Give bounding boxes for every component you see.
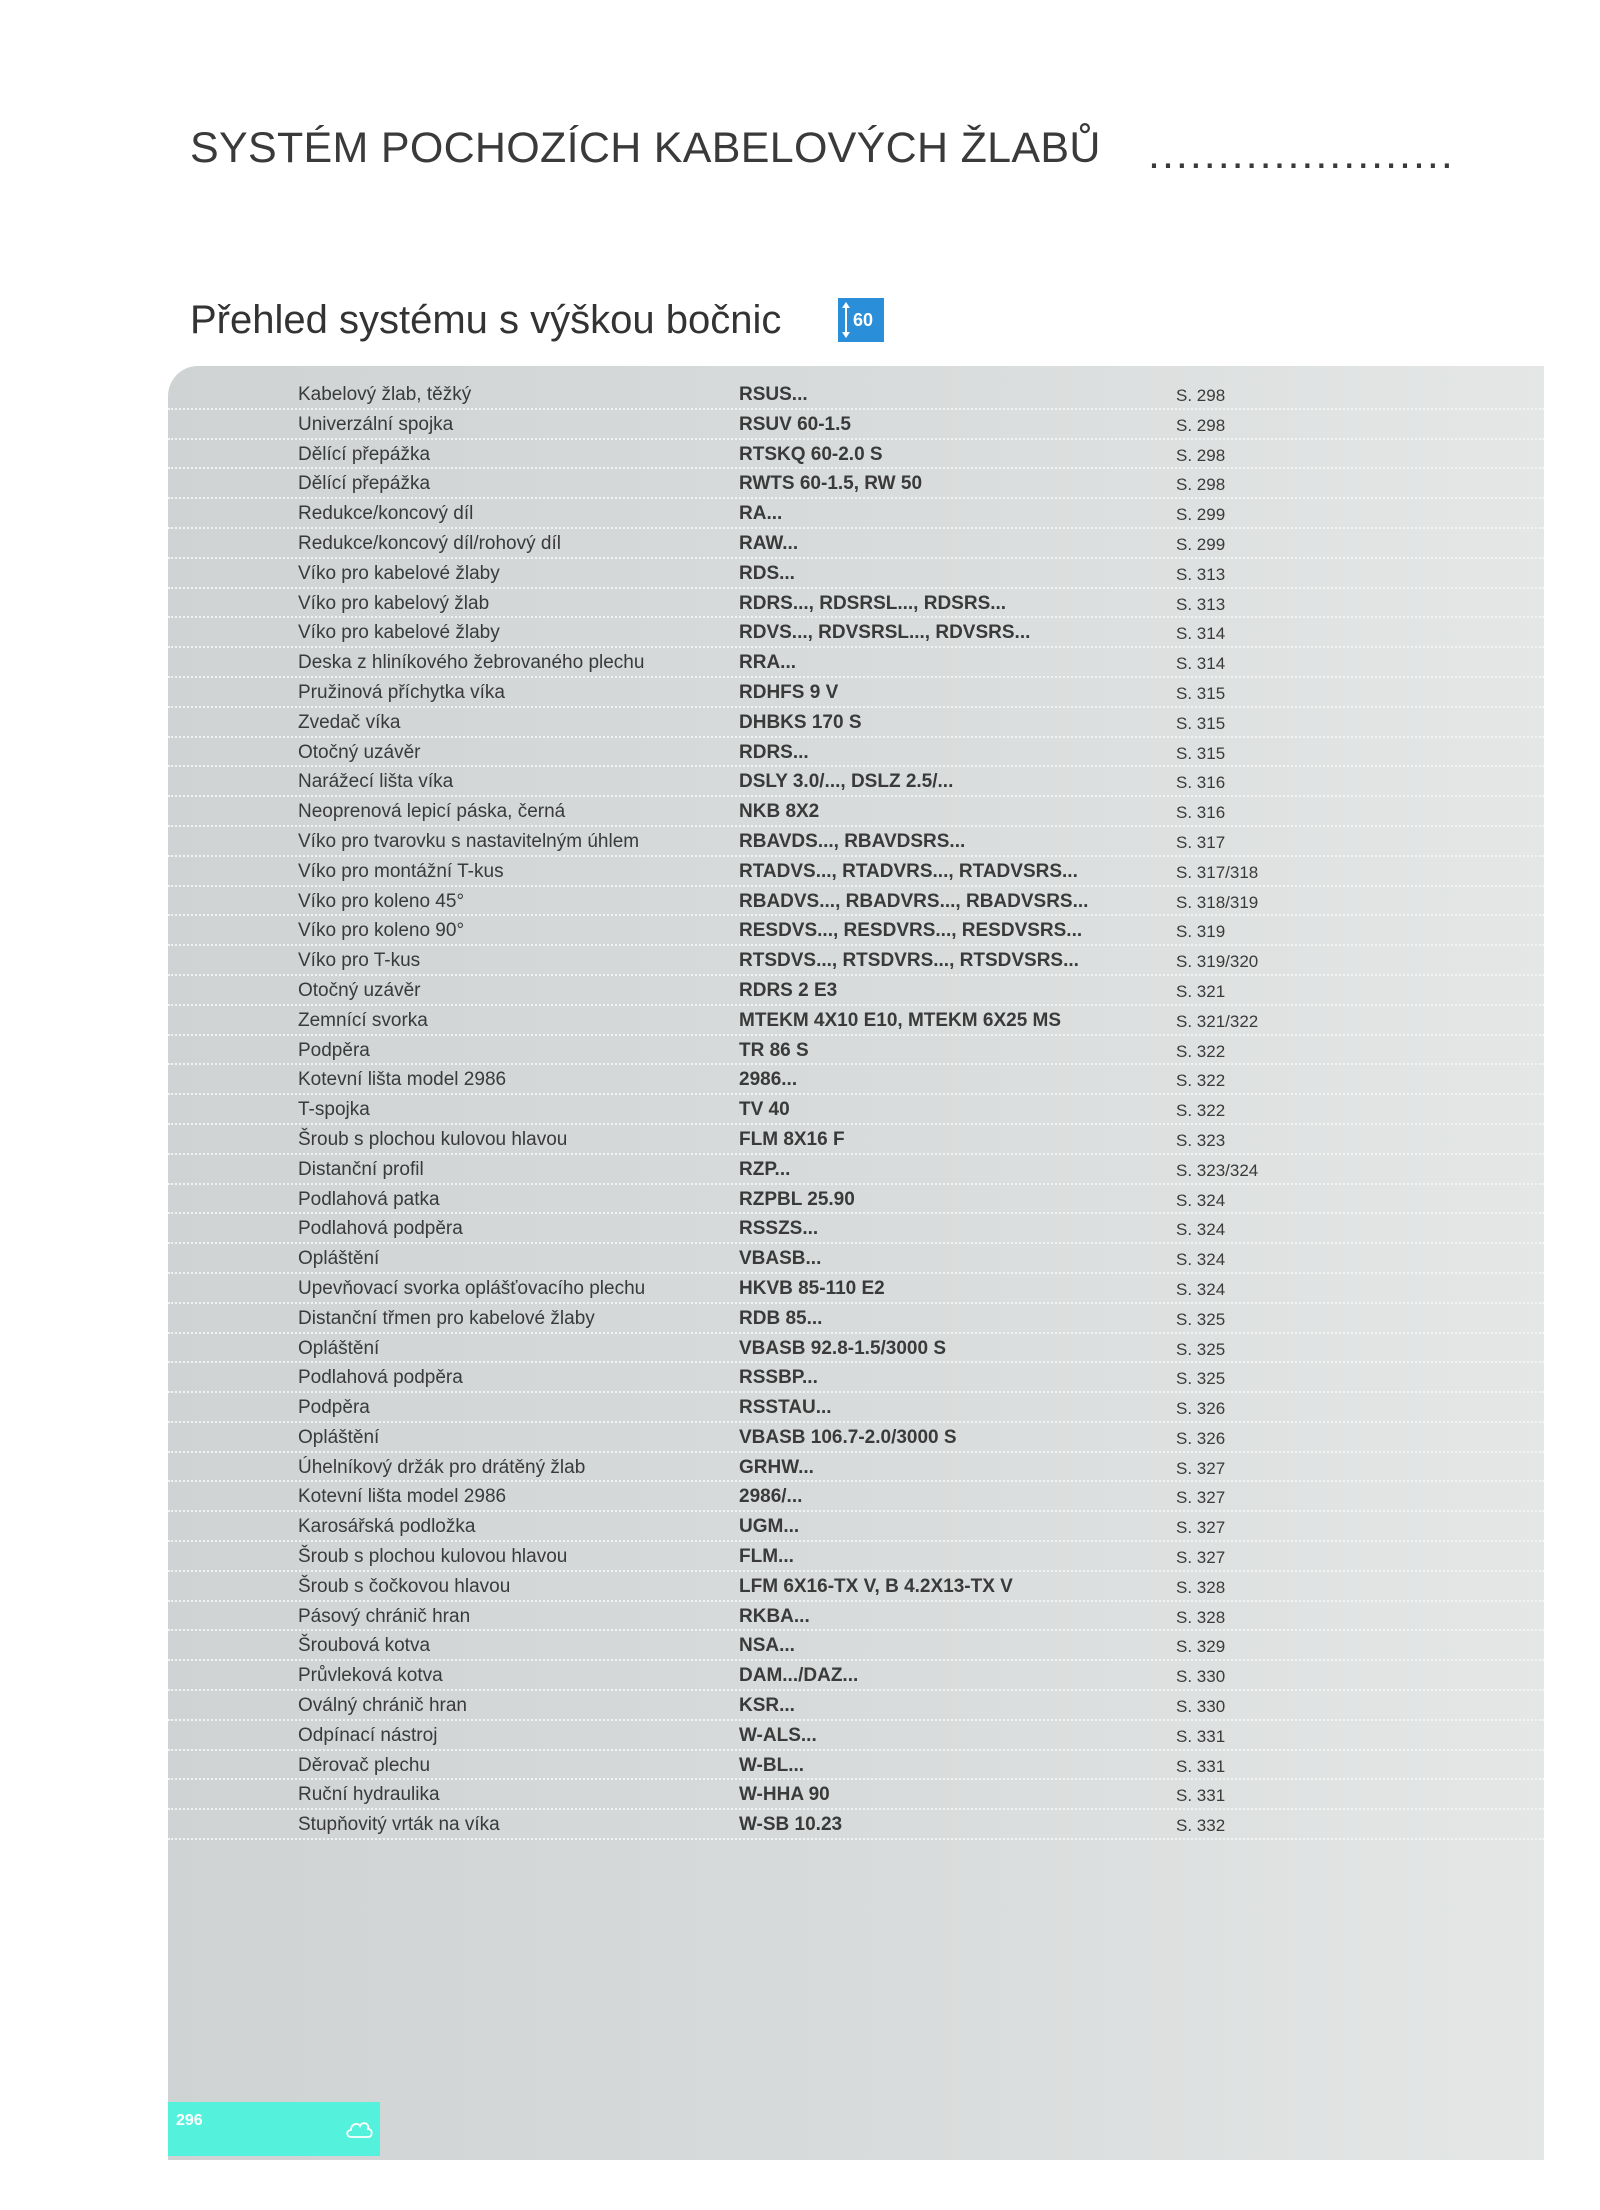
item-name: Víko pro tvarovku s nastavitelným úhlem	[298, 830, 640, 852]
item-name: Víko pro koleno 90°	[298, 920, 465, 942]
item-name: Karosářská podložka	[298, 1516, 476, 1538]
item-code: RZPBL 25.90	[739, 1188, 855, 1210]
item-page-ref: S. 315	[1176, 683, 1226, 703]
item-page-ref: S. 298	[1176, 415, 1226, 435]
item-page-ref: S. 324	[1176, 1190, 1226, 1210]
item-code: 2986...	[739, 1069, 798, 1091]
item-page-ref: S. 299	[1176, 505, 1226, 525]
item-name: Víko pro T-kus	[298, 950, 421, 972]
list-item	[168, 1244, 1544, 1274]
item-code: RKBA...	[739, 1605, 810, 1627]
item-code: RSSZS...	[739, 1218, 819, 1240]
item-name: Kabelový žlab, těžký	[298, 384, 472, 405]
item-code: RSSTAU...	[739, 1397, 832, 1419]
list-item	[168, 1065, 1544, 1095]
item-code: RDB 85...	[739, 1307, 823, 1329]
item-page-ref: S. 323	[1176, 1130, 1226, 1150]
list-item	[168, 916, 1544, 946]
item-name: Šroub s plochou kulovou hlavou	[298, 1128, 568, 1150]
item-page-ref: S. 322	[1176, 1071, 1226, 1091]
item-page-ref: S. 316	[1176, 773, 1226, 793]
item-page-ref: S. 328	[1176, 1607, 1226, 1627]
item-page-ref: S. 313	[1176, 564, 1226, 584]
list-item	[168, 1542, 1544, 1572]
item-code: RSUS...	[739, 384, 808, 405]
item-name: Odpínací nástroj	[298, 1724, 438, 1746]
item-name: Kotevní lišta model 2986	[298, 1069, 507, 1091]
item-page-ref: S. 318/319	[1176, 892, 1259, 912]
item-name: Pásový chránič hran	[298, 1605, 471, 1627]
item-page-ref: S. 327	[1176, 1518, 1226, 1538]
overview-list	[168, 380, 1544, 1840]
item-name: Deska z hliníkového žebrovaného plechu	[298, 652, 645, 674]
list-item	[168, 440, 1544, 470]
item-code: RSSBP...	[739, 1367, 818, 1389]
item-page-ref: S. 327	[1176, 1458, 1226, 1478]
list-item	[168, 1751, 1544, 1781]
item-code: RBADVS..., RBADVRS..., RBADVSRS...	[739, 890, 1089, 912]
item-page-ref: S. 324	[1176, 1279, 1226, 1299]
item-page-ref: S. 328	[1176, 1577, 1226, 1597]
item-name: Podlahová patka	[298, 1188, 440, 1210]
list-item	[168, 1125, 1544, 1155]
item-name: Šroub s čočkovou hlavou	[298, 1575, 511, 1597]
item-code: LFM 6X16-TX V, B 4.2X13-TX V	[739, 1575, 1013, 1597]
item-code: RSUV 60-1.5	[739, 413, 851, 435]
item-code: TR 86 S	[739, 1039, 809, 1061]
item-page-ref: S. 325	[1176, 1309, 1226, 1329]
item-name: Podpěra	[298, 1397, 370, 1419]
list-item	[168, 1304, 1544, 1334]
header-dot-leader: ......................	[1148, 130, 1455, 178]
list-item	[168, 1721, 1544, 1751]
list-item	[168, 1155, 1544, 1185]
item-code: DAM.../DAZ...	[739, 1665, 859, 1687]
item-code: RDS...	[739, 562, 795, 584]
list-item	[168, 946, 1544, 976]
item-code: MTEKM 4X10 E10, MTEKM 6X25 MS	[739, 1009, 1062, 1031]
list-item	[168, 499, 1544, 529]
item-name: Průvleková kotva	[298, 1665, 443, 1687]
item-page-ref: S. 321/322	[1176, 1011, 1259, 1031]
item-page-ref: S. 325	[1176, 1369, 1226, 1389]
item-name: T-spojka	[298, 1099, 370, 1121]
item-name: Zvedač víka	[298, 711, 401, 733]
item-code: RDVS..., RDVSRSL..., RDVSRS...	[739, 622, 1031, 644]
item-code: 2986/...	[739, 1486, 803, 1508]
item-code: VBASB 106.7-2.0/3000 S	[739, 1426, 957, 1448]
item-code: RTADVS..., RTADVRS..., RTADVSRS...	[739, 860, 1078, 882]
item-name: Úhelníkový držák pro drátěný žlab	[298, 1456, 586, 1478]
item-code: NSA...	[739, 1635, 795, 1657]
item-page-ref: S. 298	[1176, 445, 1226, 465]
list-item	[168, 618, 1544, 648]
list-item	[168, 887, 1544, 917]
item-code: RTSDVS..., RTSDVRS..., RTSDVSRS...	[739, 950, 1079, 972]
item-name: Narážecí lišta víka	[298, 771, 454, 793]
item-code: HKVB 85-110 E2	[739, 1277, 885, 1299]
item-page-ref: S. 317	[1176, 832, 1226, 852]
item-page-ref: S. 299	[1176, 534, 1226, 554]
list-item	[168, 1334, 1544, 1364]
list-item	[168, 1095, 1544, 1125]
list-item	[168, 648, 1544, 678]
item-page-ref: S. 322	[1176, 1041, 1226, 1061]
list-item	[168, 529, 1544, 559]
item-code: UGM...	[739, 1516, 800, 1538]
item-page-ref: S. 319/320	[1176, 952, 1259, 972]
cloud-icon	[344, 2116, 374, 2142]
item-page-ref: S. 316	[1176, 803, 1226, 823]
list-item	[168, 1780, 1544, 1810]
list-item	[168, 1274, 1544, 1304]
item-page-ref: S. 324	[1176, 1220, 1226, 1240]
item-code: W-ALS...	[739, 1724, 817, 1746]
list-item	[168, 589, 1544, 619]
item-name: Distanční profil	[298, 1158, 424, 1180]
list-item	[168, 678, 1544, 708]
item-page-ref: S. 325	[1176, 1339, 1226, 1359]
list-item	[168, 1185, 1544, 1215]
item-name: Kotevní lišta model 2986	[298, 1486, 507, 1508]
list-item	[168, 410, 1544, 440]
item-name: Víko pro koleno 45°	[298, 890, 465, 912]
item-page-ref: S. 321	[1176, 981, 1226, 1001]
item-code: RTSKQ 60-2.0 S	[739, 443, 883, 465]
list-item	[168, 1214, 1544, 1244]
item-page-ref: S. 317/318	[1176, 862, 1259, 882]
item-page-ref: S. 298	[1176, 475, 1226, 495]
item-name: Šroubová kotva	[298, 1635, 431, 1657]
item-name: Dělící přepážka	[298, 473, 431, 495]
item-page-ref: S. 326	[1176, 1428, 1226, 1448]
item-name: Dělící přepážka	[298, 443, 431, 465]
item-name: Stupňovitý vrták na víka	[298, 1814, 500, 1836]
item-code: RESDVS..., RESDVRS..., RESDVSRS...	[739, 920, 1083, 942]
item-page-ref: S. 327	[1176, 1548, 1226, 1568]
page-header-title: SYSTÉM POCHOZÍCH KABELOVÝCH ŽLABŮ	[190, 124, 1101, 172]
item-page-ref: S. 330	[1176, 1667, 1226, 1687]
list-item	[168, 1482, 1544, 1512]
list-item	[168, 1512, 1544, 1542]
item-name: Podlahová podpěra	[298, 1218, 463, 1240]
item-page-ref: S. 322	[1176, 1101, 1226, 1121]
item-code: KSR...	[739, 1695, 795, 1717]
item-code: W-SB 10.23	[739, 1814, 843, 1836]
item-code: RDRS...	[739, 741, 809, 763]
list-item	[168, 1691, 1544, 1721]
item-name: Otočný uzávěr	[298, 741, 421, 763]
item-code: RBAVDS..., RBAVDSRS...	[739, 830, 966, 852]
item-page-ref: S. 329	[1176, 1637, 1226, 1657]
list-item	[168, 738, 1544, 768]
list-item	[168, 1810, 1544, 1840]
item-name: Oválný chránič hran	[298, 1695, 467, 1717]
item-code: TV 40	[739, 1099, 790, 1121]
item-code: RDHFS 9 V	[739, 681, 839, 703]
page-number-tab	[168, 2102, 380, 2156]
item-page-ref: S. 315	[1176, 743, 1226, 763]
item-page-ref: S. 330	[1176, 1697, 1226, 1717]
item-name: Pružinová příchytka víka	[298, 681, 505, 703]
list-item	[168, 1602, 1544, 1632]
item-page-ref: S. 331	[1176, 1756, 1226, 1776]
item-code: RZP...	[739, 1158, 791, 1180]
item-page-ref: S. 314	[1176, 624, 1226, 644]
item-code: RDRS..., RDSRSL..., RDSRS...	[739, 592, 1007, 614]
item-page-ref: S. 331	[1176, 1786, 1226, 1806]
item-page-ref: S. 332	[1176, 1816, 1226, 1836]
item-page-ref: S. 331	[1176, 1726, 1226, 1746]
item-code: RA...	[739, 503, 783, 525]
vertical-double-arrow-icon	[840, 298, 852, 342]
item-name: Děrovač plechu	[298, 1754, 431, 1776]
list-item	[168, 1036, 1544, 1066]
item-page-ref: S. 315	[1176, 713, 1226, 733]
height-badge	[838, 298, 884, 342]
list-item	[168, 767, 1544, 797]
item-name: Šroub s plochou kulovou hlavou	[298, 1546, 568, 1568]
item-name: Opláštění	[298, 1426, 380, 1448]
item-name: Univerzální spojka	[298, 413, 454, 435]
item-name: Víko pro kabelové žlaby	[298, 622, 500, 644]
item-name: Zemnící svorka	[298, 1009, 428, 1031]
section-subtitle: Přehled systému s výškou bočnic	[190, 298, 782, 342]
item-code: GRHW...	[739, 1456, 814, 1478]
item-code: RDRS 2 E3	[739, 979, 838, 1001]
list-item	[168, 1006, 1544, 1036]
item-code: DSLY 3.0/..., DSLZ 2.5/...	[739, 771, 954, 793]
list-item	[168, 1393, 1544, 1423]
list-item	[168, 797, 1544, 827]
item-code: DHBKS 170 S	[739, 711, 862, 733]
item-page-ref: S. 323/324	[1176, 1160, 1259, 1180]
item-name: Víko pro montážní T-kus	[298, 860, 504, 882]
list-item	[168, 1423, 1544, 1453]
item-name: Ruční hydraulika	[298, 1784, 440, 1806]
list-item	[168, 708, 1544, 738]
item-name: Opláštění	[298, 1248, 380, 1270]
item-code: NKB 8X2	[739, 801, 820, 823]
list-item	[168, 1453, 1544, 1483]
item-name: Neoprenová lepicí páska, černá	[298, 801, 566, 823]
item-code: W-HHA 90	[739, 1784, 830, 1806]
list-item	[168, 1661, 1544, 1691]
item-page-ref: S. 298	[1176, 386, 1226, 405]
list-item	[168, 976, 1544, 1006]
item-code: VBASB 92.8-1.5/3000 S	[739, 1337, 947, 1359]
item-code: FLM...	[739, 1546, 794, 1568]
item-code: RAW...	[739, 532, 799, 554]
item-name: Víko pro kabelový žlab	[298, 592, 490, 614]
list-item	[168, 1631, 1544, 1661]
item-name: Víko pro kabelové žlaby	[298, 562, 500, 584]
item-code: W-BL...	[739, 1754, 805, 1776]
list-item	[168, 1363, 1544, 1393]
item-name: Otočný uzávěr	[298, 979, 421, 1001]
item-page-ref: S. 319	[1176, 922, 1226, 942]
list-item	[168, 559, 1544, 589]
list-item	[168, 827, 1544, 857]
list-item	[168, 380, 1544, 410]
item-code: RWTS 60-1.5, RW 50	[739, 473, 923, 495]
list-item	[168, 857, 1544, 887]
page-number: 296	[176, 2112, 203, 2129]
item-name: Podlahová podpěra	[298, 1367, 463, 1389]
item-name: Podpěra	[298, 1039, 370, 1061]
item-code: FLM 8X16 F	[739, 1128, 845, 1150]
item-code: VBASB...	[739, 1248, 822, 1270]
item-page-ref: S. 313	[1176, 594, 1226, 614]
height-badge-value: 60	[853, 310, 874, 330]
item-name: Upevňovací svorka oplášťovacího plechu	[298, 1277, 646, 1299]
item-page-ref: S. 327	[1176, 1488, 1226, 1508]
item-page-ref: S. 324	[1176, 1250, 1226, 1270]
item-name: Distanční třmen pro kabelové žlaby	[298, 1307, 595, 1329]
list-item	[168, 469, 1544, 499]
list-item	[168, 1572, 1544, 1602]
item-page-ref: S. 314	[1176, 654, 1226, 674]
item-name: Redukce/koncový díl/rohový díl	[298, 532, 561, 554]
item-code: RRA...	[739, 652, 796, 674]
item-name: Redukce/koncový díl	[298, 503, 474, 525]
item-page-ref: S. 326	[1176, 1399, 1226, 1419]
item-name: Opláštění	[298, 1337, 380, 1359]
